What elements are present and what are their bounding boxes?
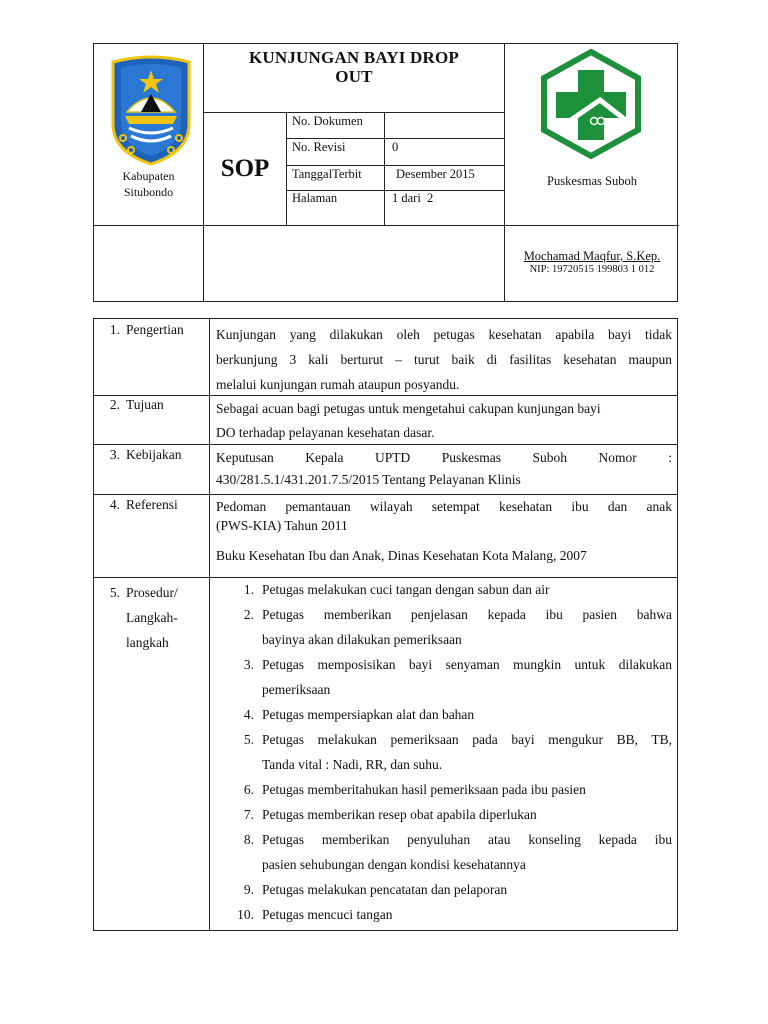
step-number: 5.	[243, 732, 254, 747]
section-title: Prosedur/	[126, 585, 178, 600]
title-line-1: KUNJUNGAN BAYI DROP	[248, 48, 460, 67]
regency-caption	[94, 168, 203, 200]
section-title: langkah	[126, 635, 169, 650]
institution-cell	[505, 44, 679, 225]
section-number: 5.	[109, 585, 120, 600]
step-text	[262, 702, 672, 727]
content-line: DO terhadap pelayanan kesehatan dasar.	[216, 425, 435, 440]
step-line: Petugas melakukan pencatatan dan pelaporan	[262, 882, 508, 897]
step-text	[262, 577, 672, 602]
content-line: Pedoman pemantauan wilayah setempat kesehatan ibu dan anak	[216, 499, 672, 514]
section-content-tujuan	[216, 397, 672, 445]
revision-value: 0	[392, 140, 399, 154]
step-line: Petugas melakukan pemeriksaan pada bayi mengukur BB, TB,	[262, 732, 672, 747]
step-number: 4.	[243, 707, 254, 722]
section-label-tujuan	[94, 397, 210, 413]
step-line: Petugas melakukan cuci tangan dengan sabun dan air	[262, 582, 550, 597]
step-text	[262, 877, 672, 902]
step-line: pasien sehubungan dengan kondisi kesehatannya	[262, 857, 526, 872]
issue-date-label: TanggalTerbit	[292, 167, 362, 181]
sop-content-table	[93, 318, 678, 931]
step-number: 3.	[243, 657, 254, 672]
step-line: Tanda vital : Nadi, RR, dan suhu.	[262, 757, 443, 772]
document-title	[204, 44, 504, 112]
step-line: Petugas mencuci tangan	[262, 907, 393, 922]
content-line: Keputusan Kepala UPTD Puskesmas Suboh Nomor :	[216, 450, 672, 465]
page-value: 1 dari 2	[392, 191, 434, 205]
step-number: 9.	[243, 882, 254, 897]
step-number: 6.	[243, 782, 254, 797]
step-text	[262, 802, 672, 827]
section-label-prosedur	[94, 580, 210, 655]
section-label-kebijakan	[94, 447, 210, 463]
content-line: Kunjungan yang dilakukan oleh petugas kesehatan apabila bayi tidak	[216, 327, 672, 342]
step-text	[262, 902, 672, 927]
section-content-referensi	[216, 497, 672, 565]
step-line: Petugas memberikan resep obat apabila diperlukan	[262, 807, 537, 822]
section-title: Pengertian	[126, 322, 184, 337]
section-label-referensi	[94, 497, 210, 513]
step-line: Petugas memberikan penyuluhan atau konseling kepada ibu	[262, 832, 672, 847]
puskesmas-logo-icon	[538, 48, 644, 160]
section-content-pengertian	[216, 322, 672, 397]
step-text	[262, 827, 672, 877]
step-line: pemeriksaan	[262, 682, 331, 697]
content-line: melalui kunjungan rumah ataupun posyandu.	[216, 377, 460, 392]
title-line-2: OUT	[335, 67, 373, 86]
regency-name: Kabupaten	[122, 169, 175, 183]
issue-date-value: Desember 2015	[396, 167, 475, 181]
step-number: 7.	[243, 807, 254, 822]
section-title: Tujuan	[126, 397, 164, 412]
step-line: Petugas memposisikan bayi senyaman mungkin untuk dilakukan	[262, 657, 672, 672]
doc-number-label: No. Dokumen	[292, 114, 363, 128]
situbondo-emblem-icon	[107, 54, 195, 166]
sop-header	[93, 43, 678, 302]
section-number: 1.	[109, 322, 120, 337]
content-line: 430/281.5.1/431.201.7.5/2015 Tentang Pelayanan Klinis	[216, 472, 521, 487]
signer-block	[505, 249, 679, 275]
step-number: 8.	[243, 832, 254, 847]
content-line: Buku Kesehatan Ibu dan Anak, Dinas Kesehatan Kota Malang, 2007	[216, 548, 587, 563]
section-label-pengertian	[94, 322, 210, 338]
section-title: Referensi	[126, 497, 178, 512]
step-number: 2.	[243, 607, 254, 622]
step-number: 10.	[237, 907, 254, 922]
content-line: Sebagai acuan bagi petugas untuk mengetahui cakupan kunjungan bayi	[216, 401, 601, 416]
content-line: (PWS-KIA) Tahun 2011	[216, 518, 348, 533]
sop-label: SOP	[220, 154, 270, 182]
step-text	[262, 652, 672, 702]
section-number: 4.	[109, 497, 120, 512]
regency-city: Situbondo	[123, 185, 174, 199]
step-number: 1.	[243, 582, 254, 597]
step-text	[262, 602, 672, 652]
section-number: 3.	[109, 447, 120, 462]
content-line: berkunjung 3 kali berturut – turut baik di fasilitas kesehatan maupun	[216, 352, 672, 367]
revision-label: No. Revisi	[292, 140, 346, 154]
section-title: Kebijakan	[126, 447, 182, 462]
signer-nip: NIP: 19720515 199803 1 012	[529, 264, 655, 275]
signer-name: Mochamad Maqfur, S.Kep.	[523, 249, 661, 263]
step-text	[262, 727, 672, 777]
section-title: Langkah-	[126, 610, 178, 625]
step-line: bayinya akan dilakukan pemeriksaan	[262, 632, 462, 647]
page-label: Halaman	[292, 191, 338, 205]
section-content-kebijakan	[216, 447, 672, 491]
step-line: Petugas mempersiapkan alat dan bahan	[262, 707, 475, 722]
step-line: Petugas memberitahukan hasil pemeriksaan pada ibu pasien	[262, 782, 586, 797]
institution-name: Puskesmas Suboh	[547, 174, 637, 188]
step-line: Petugas memberikan penjelasan kepada ibu pasien bahwa	[262, 607, 672, 622]
section-number: 2.	[109, 397, 120, 412]
step-text	[262, 777, 672, 802]
regency-logo-cell	[94, 44, 203, 225]
